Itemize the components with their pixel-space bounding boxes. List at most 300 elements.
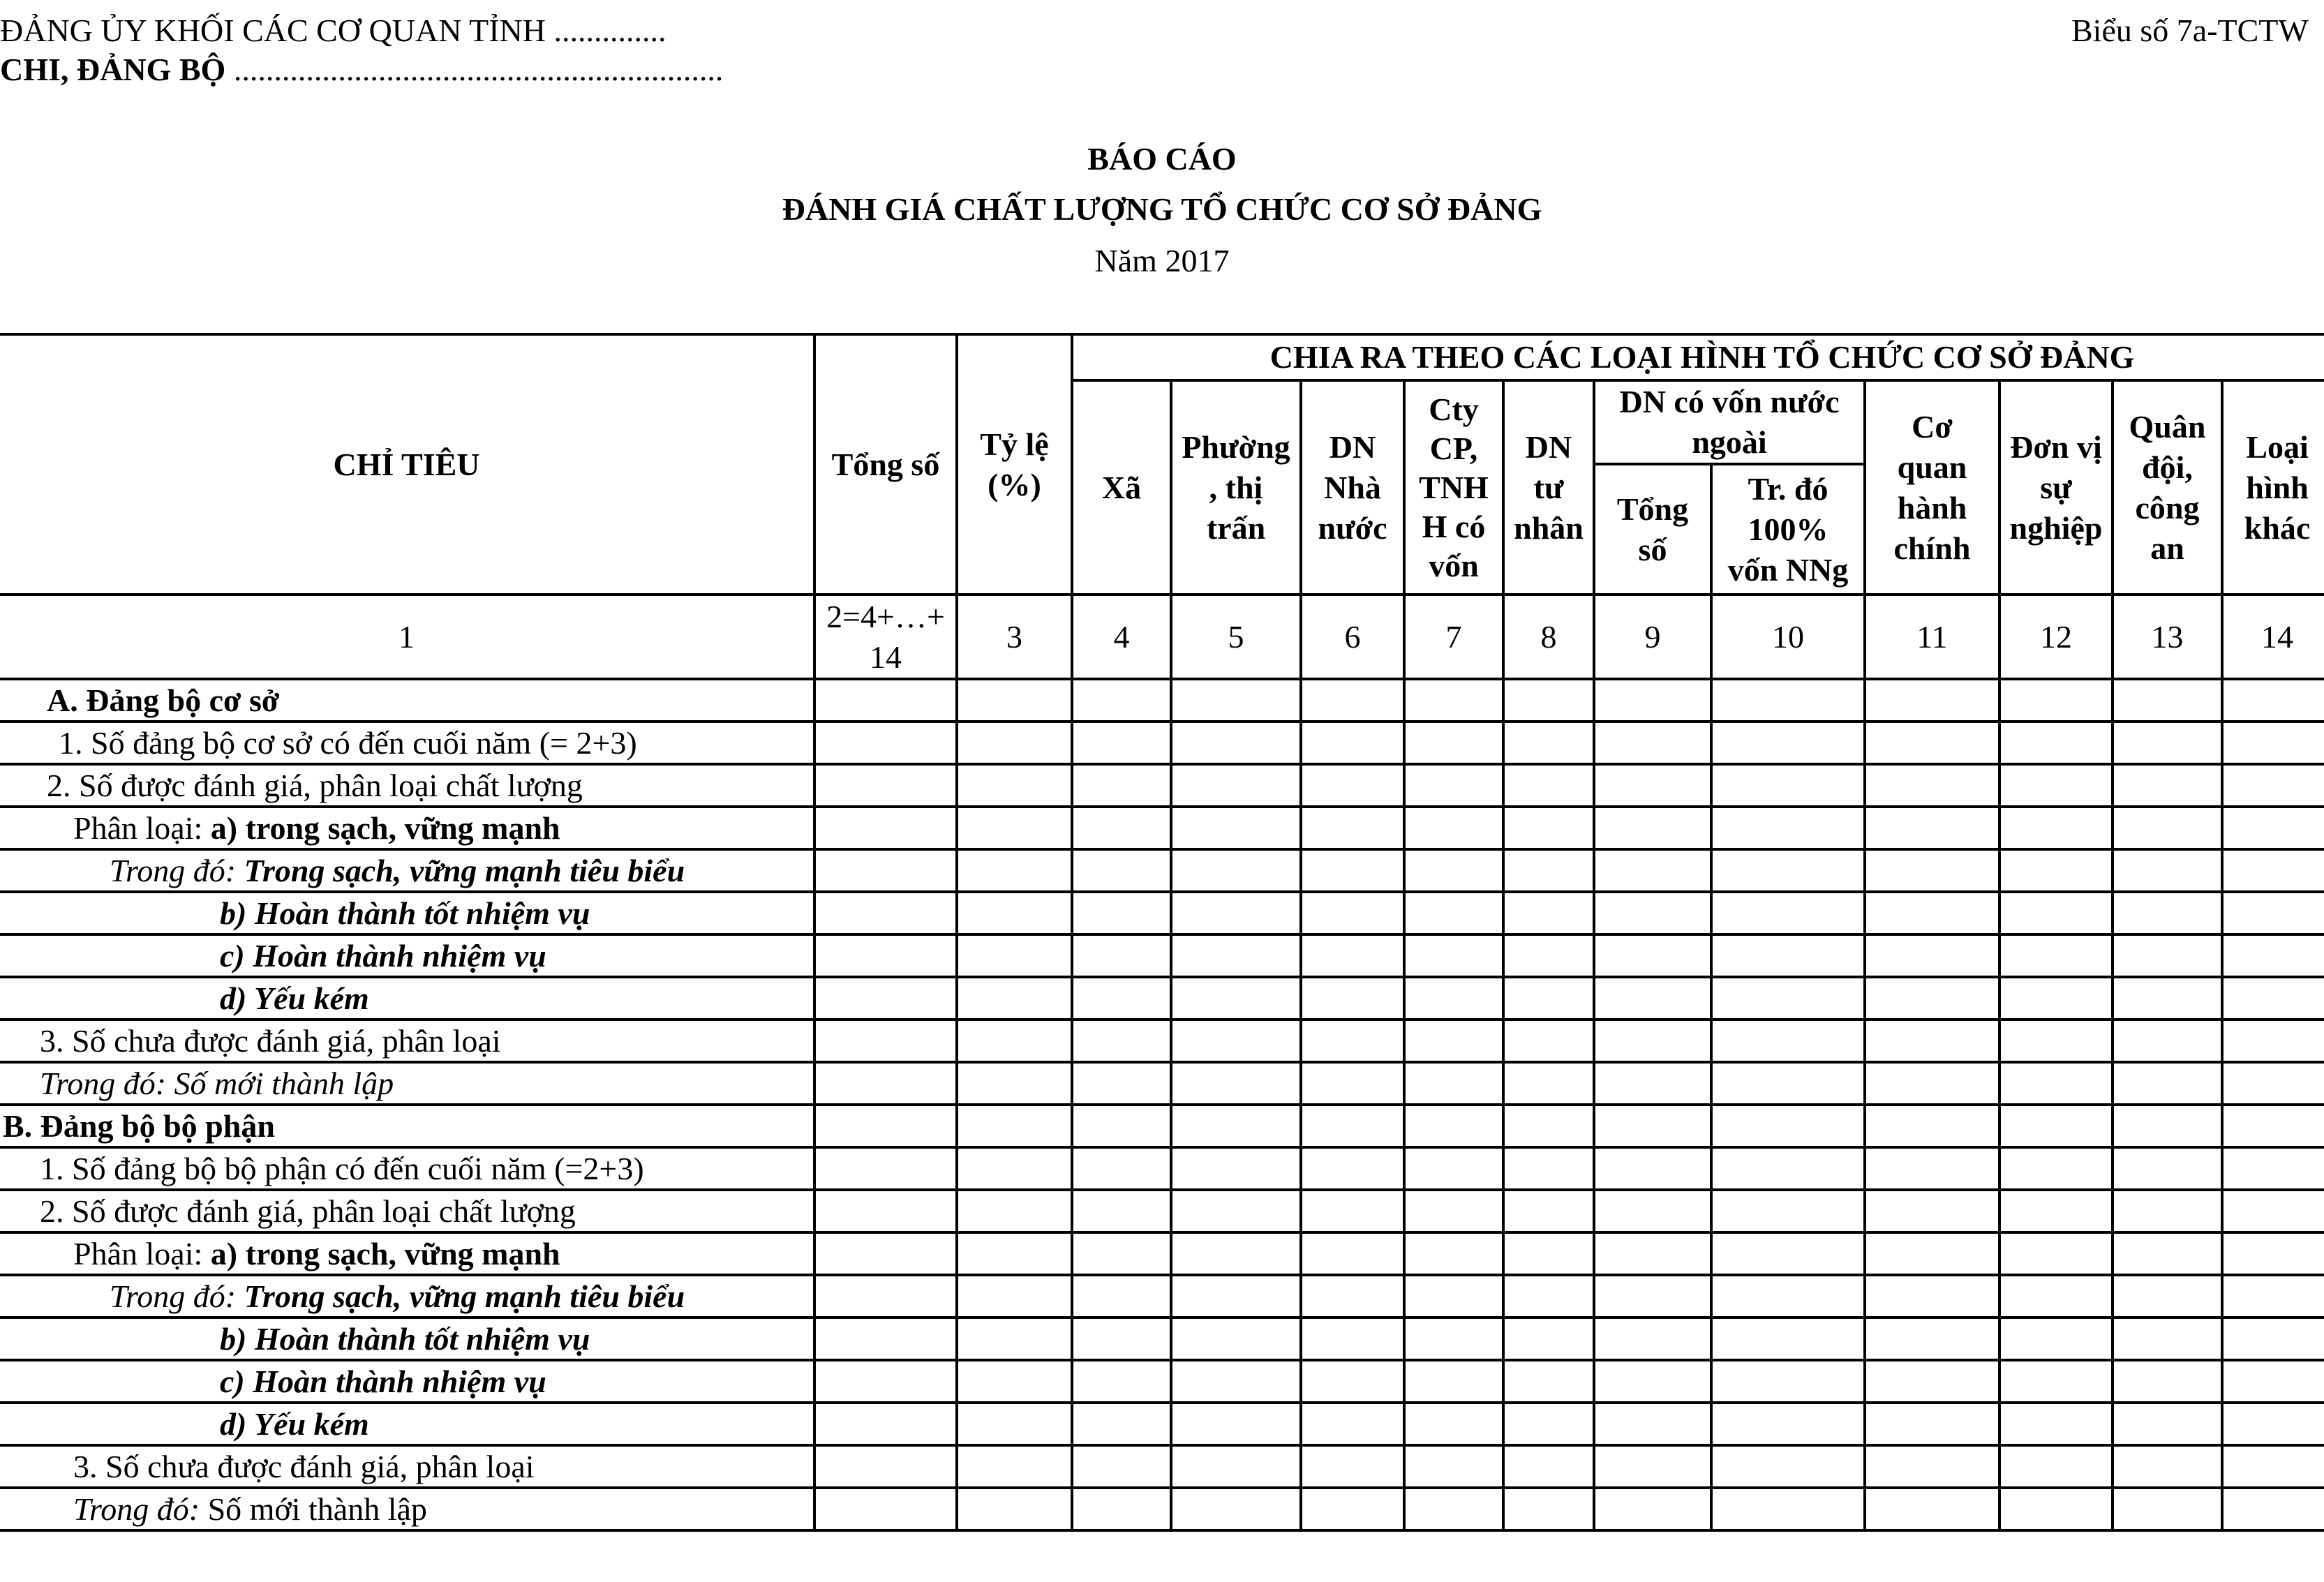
- data-cell[interactable]: [1072, 1020, 1171, 1062]
- data-cell[interactable]: [814, 1360, 957, 1403]
- data-cell[interactable]: [957, 1020, 1072, 1062]
- data-cell[interactable]: [1171, 1147, 1301, 1190]
- data-cell[interactable]: [1072, 892, 1171, 934]
- data-cell[interactable]: [1711, 1190, 1865, 1232]
- data-cell[interactable]: [1999, 807, 2113, 849]
- row-label-text: Trong đó: Số mới thành lập: [40, 1065, 394, 1101]
- data-cell[interactable]: [1301, 934, 1404, 977]
- data-cell[interactable]: [1171, 764, 1301, 807]
- data-cell[interactable]: [1301, 807, 1404, 849]
- data-cell[interactable]: [2113, 1147, 2222, 1190]
- data-cell[interactable]: [1711, 977, 1865, 1020]
- data-cell[interactable]: [1301, 722, 1404, 764]
- column-number-cell: 7: [1404, 595, 1503, 679]
- header-fdi-total-line: số: [1638, 531, 1667, 567]
- data-cell[interactable]: [2222, 1360, 2324, 1403]
- data-cell[interactable]: [814, 849, 957, 892]
- table-row: [0, 977, 2324, 1020]
- data-cell[interactable]: [1301, 764, 1404, 807]
- data-cell[interactable]: [1594, 1403, 1711, 1445]
- data-cell[interactable]: [1072, 807, 1171, 849]
- data-cell[interactable]: [2113, 892, 2222, 934]
- data-cell[interactable]: [957, 1360, 1072, 1403]
- data-cell[interactable]: [1404, 1147, 1503, 1190]
- data-cell[interactable]: [1594, 722, 1711, 764]
- row-label: [0, 807, 814, 849]
- data-cell[interactable]: [1072, 934, 1171, 977]
- row-label-text: Số mới thành lập: [207, 1491, 427, 1527]
- data-cell[interactable]: [1865, 1190, 1999, 1232]
- data-cell[interactable]: [1594, 1360, 1711, 1403]
- data-cell[interactable]: [814, 1020, 957, 1062]
- data-cell[interactable]: [1594, 977, 1711, 1020]
- data-cell[interactable]: [1865, 849, 1999, 892]
- data-cell[interactable]: [814, 1105, 957, 1147]
- data-cell[interactable]: [2222, 1445, 2324, 1488]
- header-breakdown: CHIA RA THEO CÁC LOẠI HÌNH TỔ CHỨC CƠ SỞ ĐẢNG: [1072, 334, 2324, 380]
- data-cell[interactable]: [1999, 1488, 2113, 1530]
- data-cell[interactable]: [1594, 1062, 1711, 1105]
- row-label-text: a) trong sạch, vững mạnh: [210, 1235, 560, 1271]
- data-cell[interactable]: [1503, 1403, 1594, 1445]
- table-row: [0, 892, 2324, 934]
- data-cell[interactable]: [1594, 1445, 1711, 1488]
- row-label: [0, 977, 814, 1020]
- header-jsc-line: TNH: [1419, 469, 1489, 505]
- data-cell[interactable]: [1865, 1403, 1999, 1445]
- data-cell[interactable]: [2222, 1275, 2324, 1318]
- data-cell[interactable]: [1711, 764, 1865, 807]
- data-cell[interactable]: [1301, 1488, 1404, 1530]
- table-row: [0, 764, 2324, 807]
- data-cell[interactable]: [2113, 1232, 2222, 1275]
- data-cell[interactable]: [1503, 892, 1594, 934]
- data-cell[interactable]: [1171, 1020, 1301, 1062]
- data-cell[interactable]: [1301, 679, 1404, 722]
- row-label: [0, 1105, 814, 1147]
- data-cell[interactable]: [2222, 977, 2324, 1020]
- data-cell[interactable]: [2222, 764, 2324, 807]
- row-label-text: a) trong sạch, vững mạnh: [210, 809, 560, 846]
- row-label-text: 2. Số được đánh giá, phân loại chất lượng: [40, 1193, 576, 1229]
- table-row: [0, 722, 2324, 764]
- data-cell[interactable]: [1594, 1147, 1711, 1190]
- data-cell[interactable]: [1594, 934, 1711, 977]
- data-cell[interactable]: [1171, 977, 1301, 1020]
- table-row: [0, 1318, 2324, 1360]
- header-indicator: CHỈ TIÊU: [0, 334, 814, 595]
- data-cell[interactable]: [1171, 1062, 1301, 1105]
- data-cell[interactable]: [814, 892, 957, 934]
- data-cell[interactable]: [2113, 1403, 2222, 1445]
- header-public-service: [1999, 380, 2113, 595]
- data-cell[interactable]: [1404, 934, 1503, 977]
- data-cell[interactable]: [1404, 1190, 1503, 1232]
- data-cell[interactable]: [1301, 1020, 1404, 1062]
- data-cell[interactable]: [1171, 1232, 1301, 1275]
- data-cell[interactable]: [1171, 1105, 1301, 1147]
- data-cell[interactable]: [1171, 1190, 1301, 1232]
- data-cell[interactable]: [1865, 892, 1999, 934]
- data-cell[interactable]: [1999, 1105, 2113, 1147]
- data-cell[interactable]: [1072, 1190, 1171, 1232]
- data-cell[interactable]: [957, 1062, 1072, 1105]
- data-cell[interactable]: [1301, 1275, 1404, 1318]
- data-cell[interactable]: [1171, 934, 1301, 977]
- data-cell[interactable]: [1503, 1318, 1594, 1360]
- data-cell[interactable]: [1999, 934, 2113, 977]
- data-cell[interactable]: [1711, 1232, 1865, 1275]
- data-cell[interactable]: [1711, 934, 1865, 977]
- data-cell[interactable]: [1711, 1360, 1865, 1403]
- data-cell[interactable]: [814, 1232, 957, 1275]
- data-cell[interactable]: [814, 1190, 957, 1232]
- data-cell[interactable]: [1503, 1020, 1594, 1062]
- data-cell[interactable]: [1171, 1445, 1301, 1488]
- data-cell[interactable]: [957, 1403, 1072, 1445]
- data-cell[interactable]: [2113, 1105, 2222, 1147]
- data-cell[interactable]: [1865, 679, 1999, 722]
- data-cell[interactable]: [1404, 1232, 1503, 1275]
- data-cell[interactable]: [1594, 679, 1711, 722]
- data-cell[interactable]: [1711, 807, 1865, 849]
- data-cell[interactable]: [1865, 1232, 1999, 1275]
- data-cell[interactable]: [1999, 722, 2113, 764]
- data-cell[interactable]: [1404, 807, 1503, 849]
- data-cell[interactable]: [1711, 1403, 1865, 1445]
- data-cell[interactable]: [1171, 679, 1301, 722]
- data-cell[interactable]: [1865, 1360, 1999, 1403]
- unit-line: [0, 50, 723, 89]
- data-cell[interactable]: [1711, 1105, 1865, 1147]
- data-cell[interactable]: [1711, 892, 1865, 934]
- data-cell[interactable]: [957, 679, 1072, 722]
- data-cell[interactable]: [2222, 1020, 2324, 1062]
- data-cell[interactable]: [1404, 977, 1503, 1020]
- data-cell[interactable]: [1865, 977, 1999, 1020]
- data-cell[interactable]: [1503, 1275, 1594, 1318]
- data-cell[interactable]: [1865, 1147, 1999, 1190]
- data-cell[interactable]: [814, 1318, 957, 1360]
- data-cell[interactable]: [814, 1445, 957, 1488]
- data-cell[interactable]: [1503, 1232, 1594, 1275]
- data-cell[interactable]: [2222, 1147, 2324, 1190]
- data-cell[interactable]: [2113, 764, 2222, 807]
- data-cell[interactable]: [2222, 849, 2324, 892]
- data-cell[interactable]: [1072, 1232, 1171, 1275]
- data-cell[interactable]: [814, 722, 957, 764]
- data-cell[interactable]: [1594, 1275, 1711, 1318]
- data-cell[interactable]: [814, 1147, 957, 1190]
- header-jsc-line: Cty: [1429, 391, 1479, 427]
- data-cell[interactable]: [2113, 1318, 2222, 1360]
- data-cell[interactable]: [1301, 1062, 1404, 1105]
- header-fdi-full-line: 100%: [1748, 511, 1828, 547]
- data-cell[interactable]: [1865, 1020, 1999, 1062]
- data-cell[interactable]: [814, 977, 957, 1020]
- data-cell[interactable]: [2222, 934, 2324, 977]
- data-cell[interactable]: [1594, 1020, 1711, 1062]
- data-cell[interactable]: [957, 807, 1072, 849]
- data-cell[interactable]: [2113, 977, 2222, 1020]
- data-cell[interactable]: [1503, 807, 1594, 849]
- data-cell[interactable]: [1999, 1403, 2113, 1445]
- data-cell[interactable]: [957, 722, 1072, 764]
- data-cell[interactable]: [1171, 722, 1301, 764]
- data-cell[interactable]: [1301, 1232, 1404, 1275]
- data-cell[interactable]: [1865, 1275, 1999, 1318]
- data-cell[interactable]: [814, 764, 957, 807]
- data-cell[interactable]: [1865, 1488, 1999, 1530]
- data-cell[interactable]: [1404, 1360, 1503, 1403]
- header-admin-line: Cơ: [1912, 408, 1953, 445]
- row-label: [0, 934, 814, 977]
- data-cell[interactable]: [1594, 807, 1711, 849]
- header-soe-line: DN: [1329, 428, 1376, 465]
- data-cell[interactable]: [1594, 892, 1711, 934]
- data-cell[interactable]: [1171, 849, 1301, 892]
- data-cell[interactable]: [814, 679, 957, 722]
- data-cell[interactable]: [1072, 1488, 1171, 1530]
- data-cell[interactable]: [2113, 934, 2222, 977]
- data-cell[interactable]: [1711, 1318, 1865, 1360]
- table-row: [0, 849, 2324, 892]
- data-cell[interactable]: [1404, 849, 1503, 892]
- data-cell[interactable]: [1301, 1445, 1404, 1488]
- data-cell[interactable]: [1503, 849, 1594, 892]
- data-cell[interactable]: [2113, 1445, 2222, 1488]
- data-cell[interactable]: [1711, 722, 1865, 764]
- data-cell[interactable]: [2222, 892, 2324, 934]
- data-cell[interactable]: [1072, 1062, 1171, 1105]
- header-soe: [1301, 380, 1404, 595]
- data-cell[interactable]: [1865, 1445, 1999, 1488]
- data-cell[interactable]: [1503, 977, 1594, 1020]
- data-cell[interactable]: [1171, 1403, 1301, 1445]
- data-cell[interactable]: [1999, 1020, 2113, 1062]
- data-cell[interactable]: [1072, 1360, 1171, 1403]
- data-cell[interactable]: [1594, 1232, 1711, 1275]
- data-cell[interactable]: [1404, 1020, 1503, 1062]
- data-cell[interactable]: [1301, 1403, 1404, 1445]
- data-cell[interactable]: [1404, 892, 1503, 934]
- data-cell[interactable]: [1503, 1105, 1594, 1147]
- data-cell[interactable]: [1594, 764, 1711, 807]
- data-cell[interactable]: [1301, 892, 1404, 934]
- data-cell[interactable]: [1171, 807, 1301, 849]
- data-cell[interactable]: [1711, 1020, 1865, 1062]
- data-cell[interactable]: [1171, 1488, 1301, 1530]
- data-cell[interactable]: [2222, 679, 2324, 722]
- data-cell[interactable]: [1404, 722, 1503, 764]
- data-cell[interactable]: [1999, 977, 2113, 1020]
- data-cell[interactable]: [1711, 1275, 1865, 1318]
- data-cell[interactable]: [2113, 1020, 2222, 1062]
- data-cell[interactable]: [1072, 1318, 1171, 1360]
- data-cell[interactable]: [2222, 1105, 2324, 1147]
- data-cell[interactable]: [2222, 1488, 2324, 1530]
- data-cell[interactable]: [1072, 722, 1171, 764]
- data-cell[interactable]: [1999, 1318, 2113, 1360]
- data-cell[interactable]: [1711, 1445, 1865, 1488]
- data-cell[interactable]: [2113, 1275, 2222, 1318]
- data-cell[interactable]: [1865, 1062, 1999, 1105]
- data-cell[interactable]: [2222, 1062, 2324, 1105]
- header-jsc-line: CP,: [1429, 430, 1478, 466]
- data-cell[interactable]: [1404, 1488, 1503, 1530]
- data-cell[interactable]: [1503, 679, 1594, 722]
- data-cell[interactable]: [957, 1232, 1072, 1275]
- data-cell[interactable]: [1404, 1445, 1503, 1488]
- data-cell[interactable]: [1171, 1318, 1301, 1360]
- data-cell[interactable]: [1301, 1105, 1404, 1147]
- data-cell[interactable]: [1999, 1275, 2113, 1318]
- data-cell[interactable]: [1301, 1147, 1404, 1190]
- data-cell[interactable]: [957, 1147, 1072, 1190]
- row-label-text: 3. Số chưa được đánh giá, phân loại: [73, 1448, 535, 1484]
- header-ward-line: trấn: [1206, 509, 1266, 546]
- data-cell[interactable]: [1999, 1147, 2113, 1190]
- data-cell[interactable]: [957, 892, 1072, 934]
- data-cell[interactable]: [1711, 1062, 1865, 1105]
- data-cell[interactable]: [1072, 977, 1171, 1020]
- data-cell[interactable]: [1865, 722, 1999, 764]
- data-cell[interactable]: [814, 934, 957, 977]
- data-cell[interactable]: [1503, 1062, 1594, 1105]
- data-cell[interactable]: [1171, 1275, 1301, 1318]
- data-cell[interactable]: [1711, 1488, 1865, 1530]
- row-label-text: c) Hoàn thành nhiệm vụ: [220, 937, 546, 973]
- data-cell[interactable]: [1865, 1318, 1999, 1360]
- header-ward-line: Phường: [1182, 428, 1290, 465]
- data-cell[interactable]: [2113, 1062, 2222, 1105]
- data-cell[interactable]: [957, 764, 1072, 807]
- data-cell[interactable]: [1999, 1190, 2113, 1232]
- data-cell[interactable]: [1072, 764, 1171, 807]
- data-cell[interactable]: [2113, 1360, 2222, 1403]
- data-cell[interactable]: [1072, 1105, 1171, 1147]
- data-cell[interactable]: [1999, 1232, 2113, 1275]
- data-cell[interactable]: [1594, 1318, 1711, 1360]
- data-cell[interactable]: [1594, 1190, 1711, 1232]
- data-cell[interactable]: [1503, 1190, 1594, 1232]
- data-cell[interactable]: [957, 849, 1072, 892]
- data-cell[interactable]: [1301, 849, 1404, 892]
- data-cell[interactable]: [1404, 1105, 1503, 1147]
- data-cell[interactable]: [1503, 764, 1594, 807]
- data-cell[interactable]: [814, 1403, 957, 1445]
- data-cell[interactable]: [1171, 1360, 1301, 1403]
- data-cell[interactable]: [1865, 934, 1999, 977]
- data-cell[interactable]: [814, 1275, 957, 1318]
- data-cell[interactable]: [1594, 1105, 1711, 1147]
- data-cell[interactable]: [1404, 1062, 1503, 1105]
- data-cell[interactable]: [1865, 764, 1999, 807]
- data-cell[interactable]: [814, 1488, 957, 1530]
- data-cell[interactable]: [1072, 1147, 1171, 1190]
- data-cell[interactable]: [1503, 1445, 1594, 1488]
- data-cell[interactable]: [814, 1062, 957, 1105]
- data-cell[interactable]: [1072, 1403, 1171, 1445]
- data-cell[interactable]: [1503, 722, 1594, 764]
- row-label-text: Phân loại:: [73, 809, 211, 846]
- data-cell[interactable]: [1301, 977, 1404, 1020]
- data-cell[interactable]: [2222, 722, 2324, 764]
- data-cell[interactable]: [1711, 1147, 1865, 1190]
- data-cell[interactable]: [1404, 1318, 1503, 1360]
- data-cell[interactable]: [1072, 1275, 1171, 1318]
- data-cell[interactable]: [1072, 849, 1171, 892]
- data-cell[interactable]: [1072, 679, 1171, 722]
- data-cell[interactable]: [1999, 1445, 2113, 1488]
- data-cell[interactable]: [957, 1318, 1072, 1360]
- row-label-text: Phân loại:: [73, 1235, 211, 1271]
- data-cell[interactable]: [1404, 1403, 1503, 1445]
- table-row: [0, 1147, 2324, 1190]
- data-cell[interactable]: [1999, 679, 2113, 722]
- data-cell[interactable]: [1999, 1062, 2113, 1105]
- data-cell[interactable]: [2113, 679, 2222, 722]
- data-cell[interactable]: [957, 934, 1072, 977]
- data-cell[interactable]: [2222, 807, 2324, 849]
- data-cell[interactable]: [2113, 1488, 2222, 1530]
- data-cell[interactable]: [1999, 849, 2113, 892]
- data-cell[interactable]: [2222, 1403, 2324, 1445]
- data-cell[interactable]: [1594, 849, 1711, 892]
- data-cell[interactable]: [2222, 1232, 2324, 1275]
- data-cell[interactable]: [957, 977, 1072, 1020]
- data-cell[interactable]: [2113, 1190, 2222, 1232]
- data-cell[interactable]: [1999, 1360, 2113, 1403]
- data-cell[interactable]: [957, 1190, 1072, 1232]
- data-cell[interactable]: [957, 1445, 1072, 1488]
- data-cell[interactable]: [814, 807, 957, 849]
- data-cell[interactable]: [2222, 1190, 2324, 1232]
- header-other: [2222, 380, 2324, 595]
- data-cell[interactable]: [1301, 1360, 1404, 1403]
- data-cell[interactable]: [957, 1275, 1072, 1318]
- data-cell[interactable]: [1999, 764, 2113, 807]
- data-cell[interactable]: [2222, 1318, 2324, 1360]
- data-cell[interactable]: [1404, 1275, 1503, 1318]
- data-cell[interactable]: [1301, 1190, 1404, 1232]
- data-cell[interactable]: [1072, 1445, 1171, 1488]
- data-cell[interactable]: [1865, 1105, 1999, 1147]
- data-cell[interactable]: [1865, 807, 1999, 849]
- header-fdi-total-line: Tổng: [1616, 491, 1689, 527]
- data-cell[interactable]: [957, 1105, 1072, 1147]
- data-cell[interactable]: [1711, 849, 1865, 892]
- header-admin-line: chính: [1893, 530, 1971, 566]
- data-cell[interactable]: [2113, 722, 2222, 764]
- data-cell[interactable]: [1301, 1318, 1404, 1360]
- data-cell[interactable]: [1503, 1360, 1594, 1403]
- data-cell[interactable]: [1594, 1488, 1711, 1530]
- data-cell[interactable]: [1404, 764, 1503, 807]
- data-cell[interactable]: [2113, 849, 2222, 892]
- data-cell[interactable]: [1711, 679, 1865, 722]
- data-cell[interactable]: [957, 1488, 1072, 1530]
- data-cell[interactable]: [2113, 807, 2222, 849]
- data-cell[interactable]: [1171, 892, 1301, 934]
- column-number-cell: 12: [1999, 595, 2113, 679]
- row-label-text: Trong sạch, vững mạnh tiêu biểu: [244, 1278, 685, 1314]
- data-cell[interactable]: [1999, 892, 2113, 934]
- data-cell[interactable]: [1404, 679, 1503, 722]
- data-cell[interactable]: [1503, 1147, 1594, 1190]
- data-cell[interactable]: [1503, 934, 1594, 977]
- data-cell[interactable]: [1503, 1488, 1594, 1530]
